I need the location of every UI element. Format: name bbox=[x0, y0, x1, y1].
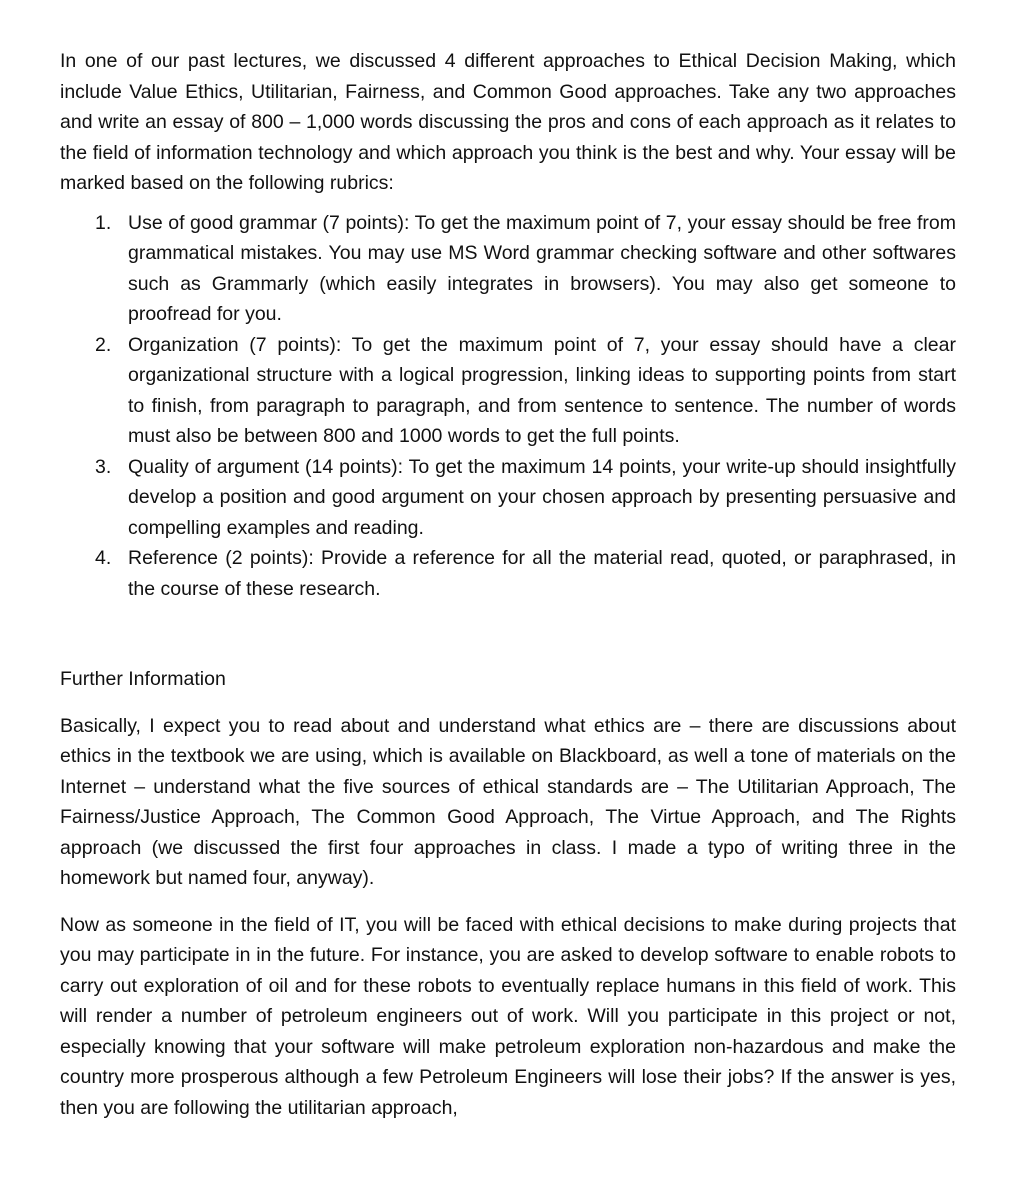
rubric-number: 2. bbox=[95, 333, 112, 356]
rubric-number: 1. bbox=[95, 211, 112, 234]
rubric-item-grammar bbox=[60, 208, 956, 330]
rubric-item-reference bbox=[60, 543, 956, 604]
rubric-item-organization bbox=[60, 330, 956, 452]
further-paragraph-ethics: Basically, I expect you to read about and understand what ethics are – there are discussions about ethics in the textbook we are using, which is available on Blackboard, as well a tone of materials on the Internet – understand what the five sources of ethical standards are – The Utilitarian Approach, The Fairness/Justice Approach, The Common Good Approach, The Virtue Approach, and The Rights approach (we discussed the first four approaches in class. I made a typo of writing three in the homework but named four, anyway). bbox=[60, 714, 956, 889]
document-page bbox=[60, 46, 956, 1123]
rubric-text: Quality of argument (14 points): To get the maximum 14 points, your write-up should insightfully develop a position and good argument on your chosen approach by presenting persuasive and compelling examples and reading. bbox=[128, 455, 956, 539]
rubric-number: 4. bbox=[95, 547, 112, 569]
further-information-heading: Further Information bbox=[60, 668, 226, 690]
further-paragraph-it-example: Now as someone in the field of IT, you will be faced with ethical decisions to make during projects that you may participate in in the future. For instance, you are asked to develop software to enable robots to carry out exploration of oil and for these robots to eventually replace humans in this field of work. This will render a number of petroleum engineers out of work. Will you participate in this project or not, especially knowing that your software will make petroleum exploration non-hazardous and make the country more prosperous although a few Petroleum Engineers will lose their jobs? If the answer is yes, then you are following the utilitarian approach, bbox=[60, 913, 956, 1119]
rubric-text: Organization (7 points): To get the maximum point of 7, your essay should have a clear organizational structure with a logical progression, linking ideas to supporting points from start to finish, from paragraph to paragraph, and from sentence to sentence. The number of words must also be between 800 and 1000 words to get the full points. bbox=[128, 333, 956, 447]
rubric-item-argument bbox=[60, 452, 956, 544]
intro-paragraph: In one of our past lectures, we discussed 4 different approaches to Ethical Decision Making, which include Value Ethics, Utilitarian, Fairness, and Common Good approaches. Take any two approaches and write an essay of 800 – 1,000 words discussing the pros and cons of each approach as it relates to the field of information technology and which approach you think is the best and why. Your essay will be marked based on the following rubrics: bbox=[60, 50, 956, 194]
rubric-text: Reference (2 points): Provide a reference for all the material read, quoted, or paraphrased, in the course of these research. bbox=[128, 547, 956, 600]
rubric-text: Use of good grammar (7 points): To get the maximum point of 7, your essay should be free from grammatical mistakes. You may use MS Word grammar checking software and other softwares such as Grammarly (which easily integrates in browsers). You may also get someone to proofread for you. bbox=[128, 211, 956, 325]
rubric-list bbox=[60, 208, 956, 605]
rubric-number: 3. bbox=[95, 455, 112, 478]
